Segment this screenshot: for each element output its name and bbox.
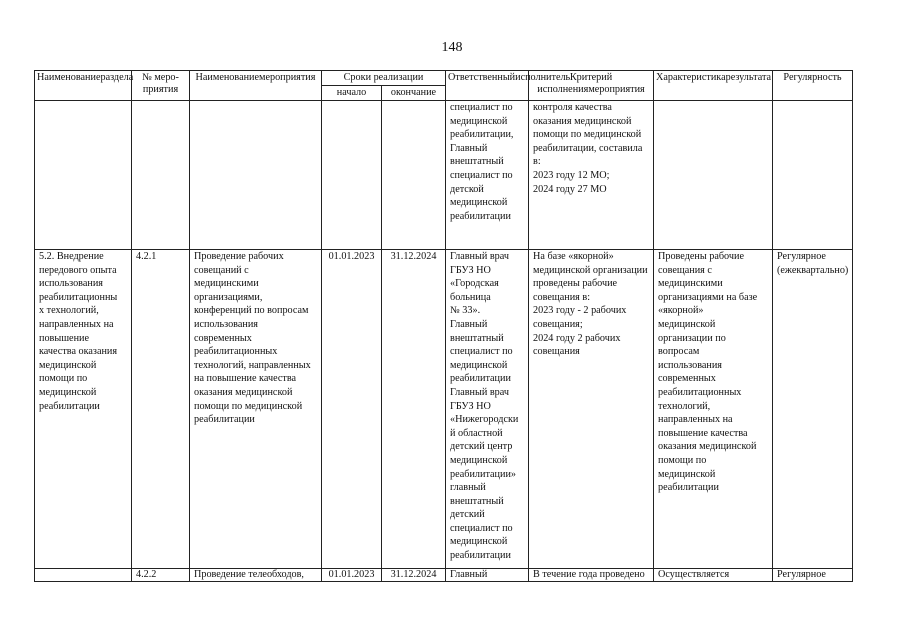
cell-section xyxy=(35,569,132,582)
cell-end: 31.12.2024 xyxy=(382,569,446,582)
header-section: Наименованиераздела xyxy=(35,71,132,101)
header-regularity: Регулярность xyxy=(773,71,853,101)
cell-number: 4.2.1 xyxy=(132,250,190,569)
table-row-4-2-2 xyxy=(35,569,853,582)
header-terms: Сроки реализации xyxy=(322,71,446,86)
cell-responsible: Главный xyxy=(446,569,529,582)
header-result: Характеристикарезультата xyxy=(654,71,773,101)
cell-criterion: контроля качества оказания медицинской помощи по медицинской реабилитации, составила в: 2023 году 12 МО; 2024 году 27 МО xyxy=(529,101,654,250)
cell-end: 31.12.2024 xyxy=(382,250,446,569)
cell-name: Проведение рабочих совещаний с медицинскими организациями, конференций по вопросам использования современных реабилитационных технологий, направленных на повышение качества оказания медицинской помощи по медицинской реабилитации xyxy=(190,250,322,569)
cell-regularity: Регулярное (ежеквартально) xyxy=(773,250,853,569)
cell-number xyxy=(132,101,190,250)
events-table xyxy=(34,70,853,582)
header-criterion: Критерий исполнениямероприятия xyxy=(529,71,654,101)
table-row-4-2-1 xyxy=(35,250,853,569)
page-number: 148 xyxy=(441,40,463,55)
header-start: начало xyxy=(322,86,382,101)
cell-end xyxy=(382,101,446,250)
cell-criterion: В течение года проведено xyxy=(529,569,654,582)
cell-number: 4.2.2 xyxy=(132,569,190,582)
cell-regularity xyxy=(773,101,853,250)
cell-section: 5.2. Внедрение передового опыта использования реабилитационны х технологий, направленных на повышение качества оказания медицинской помощи по медицинской реабилитации xyxy=(35,250,132,569)
cell-name: Проведение телеобходов, xyxy=(190,569,322,582)
cell-responsible: специалист по медицинской реабилитации, Главный внештатный специалист по детской медицинской реабилитации xyxy=(446,101,529,250)
header-event-name: Наименованиемероприятия xyxy=(190,71,322,101)
cell-result xyxy=(654,101,773,250)
cell-result: Проведены рабочие совещания с медицинскими организациями на базе «якорной» медицинской организации по вопросам использования современных реабилитационных технологий, направленных на повышение качества оказания медицинской помощи по медицинской реабилитации xyxy=(654,250,773,569)
cell-criterion: На базе «якорной» медицинской организации проведены рабочие совещания в: 2023 году - 2 рабочих совещания; 2024 году 2 рабочих совещания xyxy=(529,250,654,569)
header-row xyxy=(35,71,853,86)
cell-name xyxy=(190,101,322,250)
cell-start xyxy=(322,101,382,250)
cell-start: 01.01.2023 xyxy=(322,569,382,582)
cell-responsible: Главный врач ГБУЗ НО «Городская больница № 33». Главный внештатный специалист по медицинской реабилитации Главный врач ГБУЗ НО «Нижегородски й областной детский центр медицинской реабилитации» главный внештатный детский специалист по медицинской реабилитации xyxy=(446,250,529,569)
cell-start: 01.01.2023 xyxy=(322,250,382,569)
cell-result: Осуществляется xyxy=(654,569,773,582)
header-responsible: Ответственныйисполнитель xyxy=(446,71,529,101)
cell-section xyxy=(35,101,132,250)
cell-regularity: Регулярное xyxy=(773,569,853,582)
table-row-continuation xyxy=(35,101,853,250)
header-end: окончание xyxy=(382,86,446,101)
header-event-no: № меро-приятия xyxy=(132,71,190,101)
